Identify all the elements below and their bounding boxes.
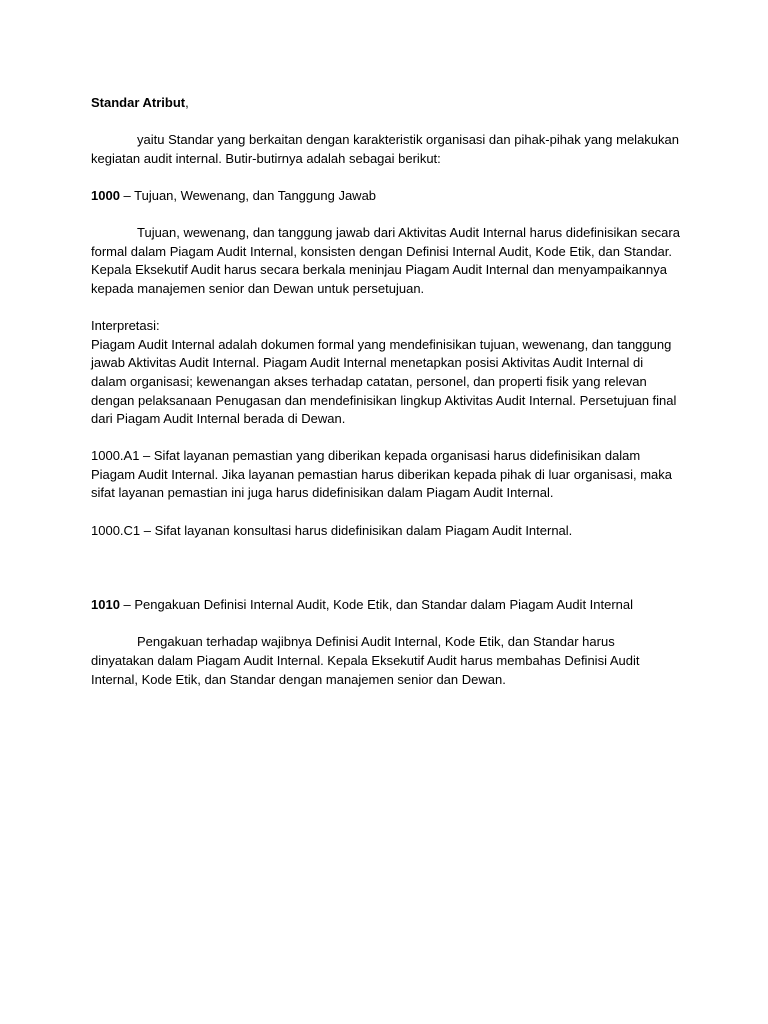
document-heading (91, 94, 681, 113)
interpretation-body: Piagam Audit Internal adalah dokumen formal yang mendefinisikan tujuan, wewenang, dan tanggung jawab Aktivitas Audit Internal. Piagam Audit Internal menetapkan posisi Aktivitas Audit Internal di dalam organisasi; kewenangan akses terhadap catatan, personel, dan properti fisik yang relevan dengan pelaksanaan Penugasan dan mendefinisikan lingkup Aktivitas Audit Internal. Persetujuan final dari Piagam Audit Internal berada di Dewan. (91, 336, 677, 427)
interpretation-label: Interpretasi: (91, 318, 160, 334)
section-1000-body: Tujuan, wewenang, dan tanggung jawab dari Aktivitas Audit Internal harus didefinisikan secara formal dalam Piagam Audit Internal, konsisten dengan Definisi Internal Audit, Kode Etik, dan Standar. Kepala Eksekutif Audit harus secara berkala meninjau Piagam Audit Internal dan menyampaikannya kepada manajemen senior dan Dewan untuk persetujuan. (91, 225, 680, 296)
section-1000-title-text: – Tujuan, Wewenang, dan Tanggung Jawab (119, 187, 377, 203)
section-1010-title (91, 596, 681, 615)
section-1010-title-text: – Pengakuan Definisi Internal Audit, Kode Etik, dan Standar dalam Piagam Audit Internal (119, 597, 634, 613)
section-1010-code: 1010 (91, 597, 120, 613)
section-1000-c1: 1000.C1 – Sifat layanan konsultasi harus didefinisikan dalam Piagam Audit Internal. (91, 522, 573, 538)
section-1000-code: 1000 (91, 187, 120, 203)
section-1010-body: Pengakuan terhadap wajibnya Definisi Audit Internal, Kode Etik, dan Standar harus dinyatakan dalam Piagam Audit Internal. Kepala Eksekutif Audit harus membahas Definisi Audit Internal, Kode Etik, dan Standar dengan manajemen senior dan Dewan. (91, 634, 640, 687)
section-1000-title (91, 187, 681, 206)
heading-comma: , (185, 95, 189, 110)
heading-title: Standar Atribut (91, 95, 186, 110)
section-1000-a1: 1000.A1 – Sifat layanan pemastian yang diberikan kepada organisasi harus didefinisikan dalam Piagam Audit Internal. Jika layanan pemastian harus diberikan kepada pihak di luar organisasi, maka sifat layanan pemastian ini juga harus didefinisikan dalam Piagam Audit Internal. (91, 448, 673, 501)
document-page (91, 94, 681, 689)
intro-paragraph: yaitu Standar yang berkaitan dengan karakteristik organisasi dan pihak-pihak yang melakukan kegiatan audit internal. Butir-butirnya adalah sebagai berikut: (91, 132, 679, 166)
